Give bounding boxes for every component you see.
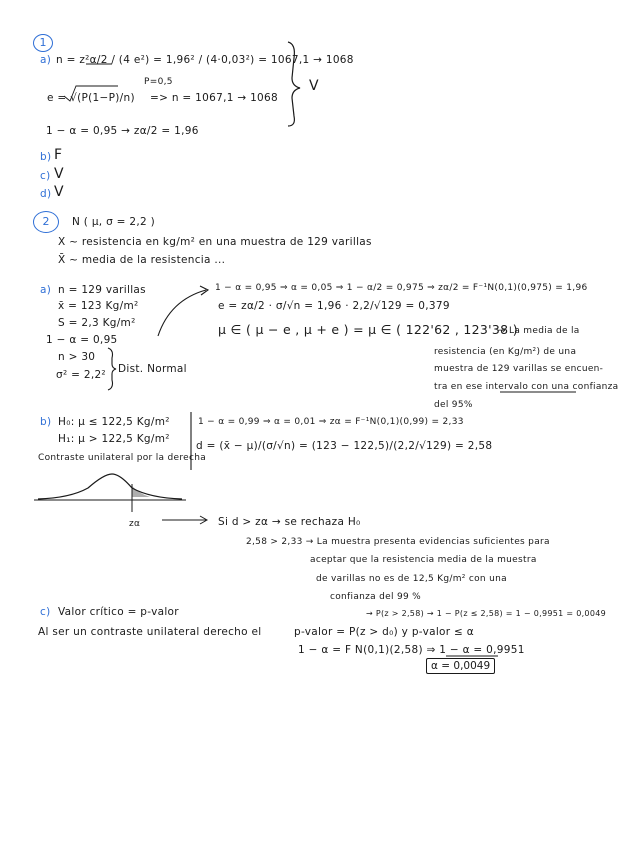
p2a-sigma: σ² = 2,2² <box>56 369 106 381</box>
p2a-xbar: x̄ = 123 Kg/m² <box>58 300 139 312</box>
p2a-label: a) <box>40 284 52 296</box>
p2a-interp5: del 95% <box>434 400 473 410</box>
p2a-interval: μ ∈ ( μ − e , μ + e ) = μ ∈ ( 122'62 , 123'38 ) <box>218 322 518 337</box>
p2-xbar-definition: X̄ ~ media de la resistencia ... <box>58 254 226 266</box>
p1-confidence: 1 − α = 0,95 → zα/2 = 1,96 <box>46 125 199 137</box>
p2a-conf: 1 − α = 0,95 <box>46 334 118 346</box>
p2b-concl2: aceptar que la resistencia media de la muestra <box>310 555 537 565</box>
p1-n-formula: n = z²α/2 / (4 e²) = 1,96² / (4·0,03²) = 1067,1 → 1068 <box>56 54 354 66</box>
p1-e-result: => n = 1067,1 → 1068 <box>150 92 278 104</box>
p1-b-value: F <box>54 147 63 163</box>
problem-2-number: 2 <box>33 211 59 233</box>
p1-d-value: V <box>54 184 64 200</box>
p2a-dist-normal: Dist. Normal <box>118 363 187 375</box>
p1-brace <box>288 42 300 126</box>
p1-d-label: d) <box>40 188 52 200</box>
p2b-concl4: confianza del 99 % <box>330 592 422 602</box>
p2c-equation: 1 − α = F N(0,1)(2,58) ⇒ 1 − α = 0,9951 <box>298 644 525 656</box>
p2b-za-label: zα <box>129 519 141 529</box>
p1-c-label: c) <box>40 170 51 182</box>
p1-b-label: b) <box>40 151 52 163</box>
p1-p-note: P=0,5 <box>144 77 173 87</box>
p2a-brace <box>108 348 116 390</box>
p2a-interp1: → La media de la <box>498 326 580 336</box>
p2b-concl3: de varillas no es de 12,5 Kg/m² con una <box>316 574 507 584</box>
p2c-valor-critico: Valor crítico = p-valor <box>58 606 179 618</box>
p2b-h1: H₁: μ > 122,5 Kg/m² <box>58 433 170 445</box>
p2a-interp4: tra en ese intervalo con una confianza <box>434 382 619 392</box>
p2c-pvalor: p-valor = P(z > d₀) y p-valor ≤ α <box>294 626 474 638</box>
p2c-pcalc: → P(z > 2,58) → 1 − P(z ≤ 2,58) = 1 − 0,9951 = 0,0049 <box>366 609 606 618</box>
p1-side-mark: V <box>309 78 319 94</box>
p2b-si: Si d > zα → se rechaza H₀ <box>218 516 361 528</box>
p2c-alpha-result: α = 0,0049 <box>426 658 495 674</box>
p2b-calc1: 1 − α = 0,99 ⇒ α = 0,01 ⇒ zα = F⁻¹N(0,1)(0,99) = 2,33 <box>198 417 464 427</box>
p2a-arrow <box>158 290 206 336</box>
p2a-s: S = 2,3 Kg/m² <box>58 317 136 329</box>
p2a-calc2: e = zα/2 · σ/√n = 1,96 · 2,2/√129 = 0,379 <box>218 300 450 312</box>
p2a-n: n = 129 varillas <box>58 284 146 296</box>
p1-c-value: V <box>54 166 64 182</box>
p2-distribution: N ( μ, σ = 2,2 ) <box>72 216 156 228</box>
p2b-h0: H₀: μ ≤ 122,5 Kg/m² <box>58 416 170 428</box>
p1-e-formula: e = √(P(1−P)/n) <box>47 92 135 104</box>
p2a-interp2: resistencia (en Kg/m²) de una <box>434 347 577 357</box>
p2c-label: c) <box>40 606 51 618</box>
problem-1-number: 1 <box>33 34 53 52</box>
p2-x-definition: X ~ resistencia en kg/m² en una muestra de 129 varillas <box>58 236 372 248</box>
p2a-n30: n > 30 <box>58 351 96 363</box>
p1-a-label: a) <box>40 54 52 66</box>
p2b-calc2: d = (x̄ − μ)/(σ/√n) = (123 − 122,5)/(2,2/√129) = 2,58 <box>196 440 493 452</box>
p2a-interp3: muestra de 129 varillas se encuen- <box>434 364 604 374</box>
p2b-normal-curve-sketch <box>34 474 186 512</box>
p2b-contraste: Contraste unilateral por la derecha <box>38 453 207 463</box>
p2b-label: b) <box>40 416 52 428</box>
p2c-al-ser: Al ser un contraste unilateral derecho el <box>38 626 262 638</box>
p2b-concl1: 2,58 > 2,33 → La muestra presenta evidencias suficientes para <box>246 537 550 547</box>
p2a-calc1: 1 − α = 0,95 ⇒ α = 0,05 ⇒ 1 − α/2 = 0,975 ⇒ zα/2 = F⁻¹N(0,1)(0,975) = 1,96 <box>215 283 588 293</box>
